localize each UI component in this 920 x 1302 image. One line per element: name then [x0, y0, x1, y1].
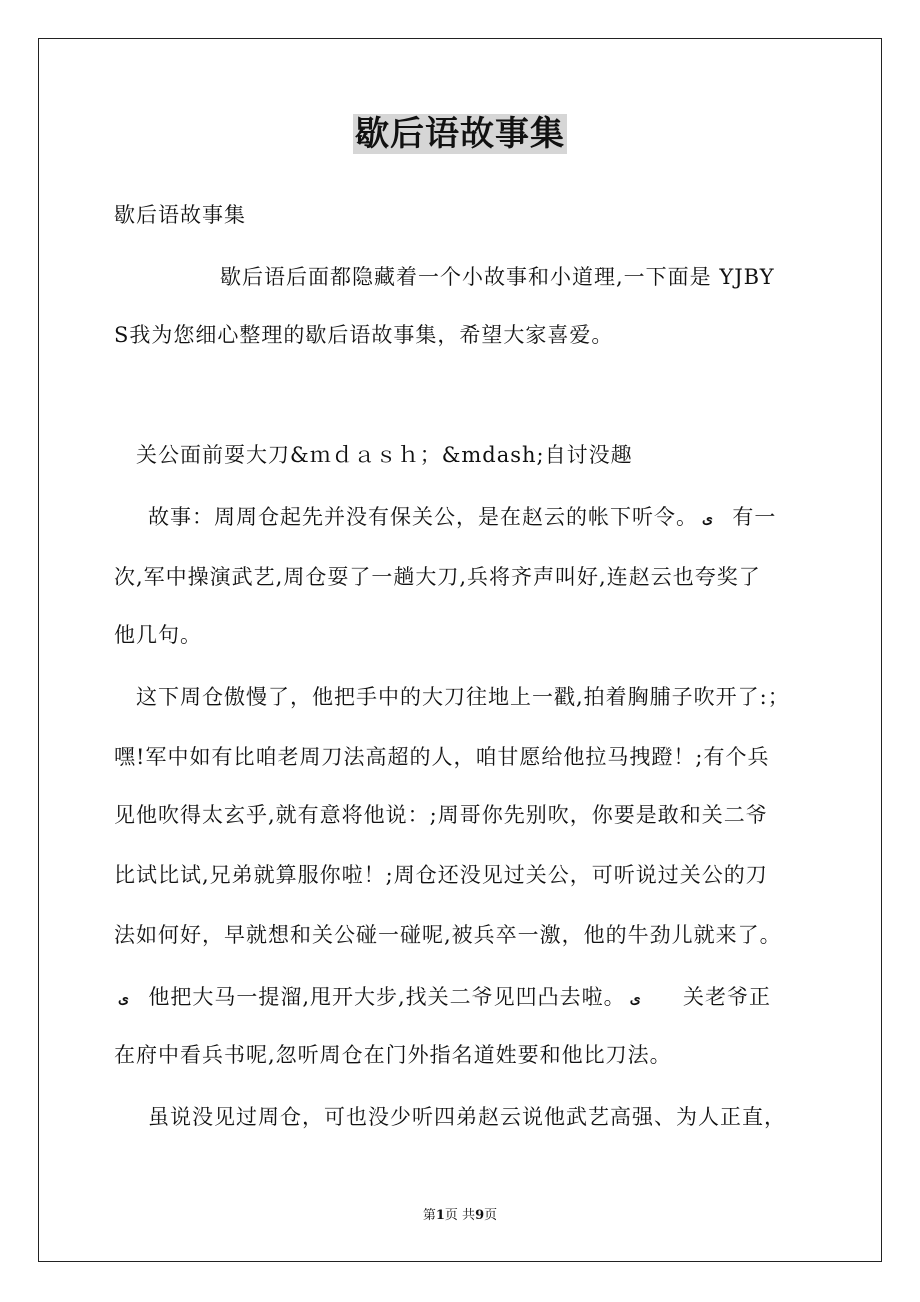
section-heading: 关公面前耍大刀&ｍｄａｓｈ；&mdash;自讨没趣	[136, 443, 633, 467]
footer-suffix: 页	[484, 1208, 498, 1223]
intro-line-1: 歇后语后面都隐藏着一个小故事和小道理,一下面是 YJBY	[220, 265, 775, 289]
para2-line-4: 比试比试,兄弟就算服你啦！;周仓还没见过关公，可听说过关公的刀	[114, 863, 768, 887]
para2-line-1: 这下周仓傲慢了，他把手中的大刀往地上一戳,拍着胸脯子吹开了:；	[136, 685, 790, 709]
para2-line-7: 在府中看兵书呢,忽听周仓在门外指名道姓要和他比刀法。	[114, 1043, 672, 1067]
footer-mid: 页 共	[444, 1208, 476, 1223]
footer-prefix: 第	[422, 1208, 436, 1223]
para1-line-1-text: 故事：周周仓起先并没有保关公，是在赵云的帐下听令。	[148, 505, 698, 529]
intro-line-2: S我为您细心整理的歇后语故事集，希望大家喜爱。	[114, 323, 614, 347]
paragraph-mark-icon: ى	[629, 990, 641, 1007]
page-footer	[0, 1206, 920, 1226]
document-title	[0, 112, 920, 156]
para1-line-3: 他几句。	[114, 623, 202, 647]
paragraph-mark-icon: ى	[702, 510, 713, 527]
para1-line-2: 次,军中操演武艺,周仓耍了一趟大刀,兵将齐声叫好,连赵云也夸奖了	[114, 565, 761, 589]
para1-line-1-tail: 有一	[732, 505, 777, 529]
para1-line-1	[148, 502, 776, 534]
para2-line-2: 嘿!军中如有比咱老周刀法高超的人，咱甘愿给他拉马拽蹬！;有个兵	[114, 745, 770, 769]
subtitle: 歇后语故事集	[114, 203, 246, 227]
para3-line-1: 虽说没见过周仓，可也没少听四弟赵云说他武艺高强、为人正直，	[148, 1105, 786, 1129]
paragraph-mark-icon: ى	[118, 990, 129, 1007]
para2-line-6-text: 他把大马一提溜,甩开大步,找关二爷见凹凸去啦。	[148, 985, 626, 1009]
para2-line-3: 见他吹得太玄乎,就有意将他说：;周哥你先别吹，你要是敢和关二爷	[114, 803, 768, 827]
document-title-text: 歇后语故事集	[355, 114, 565, 154]
para2-line-6-tail: 关老爷正	[683, 985, 772, 1009]
para2-line-6	[114, 982, 771, 1014]
footer-total-pages: 9	[475, 1208, 485, 1223]
footer-page-number: 1	[435, 1208, 445, 1223]
para2-line-5: 法如何好，早就想和关公碰一碰呢,被兵卒一激，他的牛劲儿就来了。	[114, 923, 782, 947]
